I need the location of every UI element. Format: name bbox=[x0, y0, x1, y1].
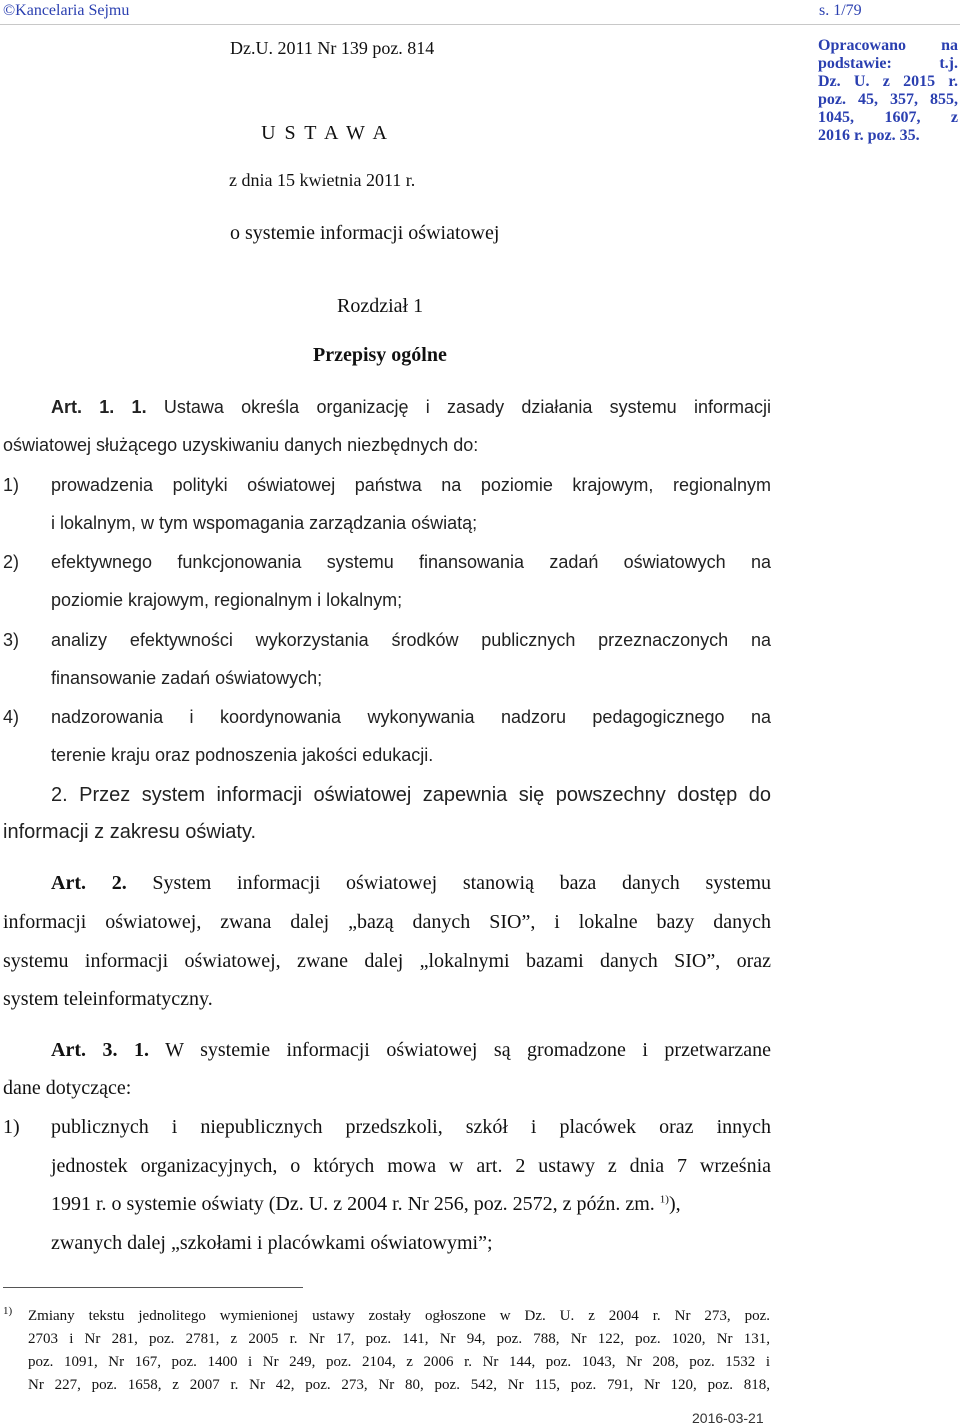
art3-item1-c: 1991 r. o systemie oświaty (Dz. U. z 2004 r. Nr 256, poz. 2572, z późn. zm. $^{1)}$), bbox=[51, 1193, 681, 1215]
art3-item1-num: 1) bbox=[3, 1116, 20, 1138]
document-type-title: U S T A W A bbox=[261, 122, 389, 144]
art1-par2-a: 2. Przez system informacji oświatowej zapewnia się powszechny dostęp do bbox=[51, 784, 771, 806]
art3-item1-a: publicznych i niepublicznych przedszkoli, szkół i placówek oraz innych bbox=[51, 1116, 771, 1138]
art1-par2-b: informacji z zakresu oświaty. bbox=[3, 821, 257, 843]
chapter-number: Rozdział 1 bbox=[337, 295, 424, 317]
art2-line3: systemu informacji oświatowej, zwane dalej „lokalnymi bazami danych SIO”, oraz bbox=[3, 950, 771, 972]
art1-item4-b: terenie kraju oraz podnoszenia jakości edukacji. bbox=[51, 745, 434, 765]
art1-item1-b: i lokalnym, w tym wspomagania zarządzania oświatą; bbox=[51, 513, 478, 533]
art3-item1-b: jednostek organizacyjnych, o których mowa w art. 2 ustawy z dnia 7 września bbox=[51, 1155, 771, 1177]
footnote-line-1: Zmiany tekstu jednolitego wymienionej ustawy zostały ogłoszone w Dz. U. z 2004 r. Nr 273, poz. bbox=[28, 1308, 770, 1324]
art3-lead: Art. 3. 1. bbox=[51, 1039, 149, 1061]
footnote-rule bbox=[3, 1287, 303, 1288]
art1-line2: oświatowej służącego uzyskiwaniu danych niezbędnych do: bbox=[3, 435, 479, 455]
header-left: ©Kancelaria Sejmu bbox=[3, 2, 130, 19]
document-date: z dnia 15 kwietnia 2011 r. bbox=[229, 170, 416, 190]
art1-item4-num: 4) bbox=[3, 707, 20, 727]
art1-item2-b: poziomie krajowym, regionalnym i lokalnym; bbox=[51, 590, 403, 610]
art3-text-1: W systemie informacji oświatowej są gromadzone i przetwarzane bbox=[165, 1039, 772, 1061]
page-number: s. 1/79 bbox=[819, 2, 862, 19]
art2-line2: informacji oświatowej, zwana dalej „bazą danych SIO”, i lokalne bazy danych bbox=[3, 911, 771, 933]
art1-item3-num: 3) bbox=[3, 630, 20, 650]
footnote-reference[interactable]: 1) bbox=[659, 1193, 669, 1206]
art1-item3-a: analizy efektywności wykorzystania środków publicznych przeznaczonych na bbox=[51, 630, 771, 650]
art1-item1-a: prowadzenia polityki oświatowej państwa na poziomie krajowym, regionalnym bbox=[51, 475, 771, 495]
art2-line4: system teleinformatyczny. bbox=[3, 988, 213, 1010]
art1-item2-a: efektywnego funkcjonowania systemu finansowania zadań oświatowych na bbox=[51, 552, 771, 572]
art3-line1 bbox=[51, 1039, 771, 1062]
footer-date: 2016-03-21 bbox=[692, 1410, 764, 1426]
footnote-mark: 1) bbox=[3, 1305, 13, 1317]
chapter-title: Przepisy ogólne bbox=[313, 344, 447, 366]
art1-lead: Art. 1. 1. bbox=[51, 397, 147, 417]
art2-text-1: System informacji oświatowej stanowią baza danych systemu bbox=[152, 872, 772, 894]
footnote-line-3: poz. 1091, Nr 167, poz. 1400 i Nr 249, poz. 2104, z 2006 r. Nr 144, poz. 1043, Nr 208, poz. 1532 i bbox=[28, 1354, 770, 1370]
footnote-line-2: 2703 i Nr 281, poz. 2781, z 2005 r. Nr 17, poz. 141, Nr 94, poz. 788, Nr 122, poz. 1020, Nr 131, bbox=[28, 1331, 770, 1347]
header-rule bbox=[0, 24, 960, 25]
art1-item1-num: 1) bbox=[3, 475, 20, 495]
art1-item3-b: finansowanie zadań oświatowych; bbox=[51, 668, 323, 688]
art1-line1 bbox=[51, 397, 771, 418]
art2-line1 bbox=[51, 872, 771, 895]
art1-item2-num: 2) bbox=[3, 552, 20, 572]
art2-lead: Art. 2. bbox=[51, 872, 127, 894]
footnote-line-4: Nr 227, poz. 1658, z 2007 r. Nr 42, poz. 273, Nr 80, poz. 542, Nr 115, poz. 791, Nr 120, poz. 818, bbox=[28, 1377, 770, 1393]
consolidated-text-note: Opracowano na podstawie: t.j. Dz. U. z 2015 r. poz. 45, 357, 855, 1045, 1607, z 2016 r. poz. 35. bbox=[818, 37, 958, 144]
art1-text-1: Ustawa określa organizację i zasady działania systemu informacji bbox=[163, 397, 771, 417]
journal-reference: Dz.U. 2011 Nr 139 poz. 814 bbox=[230, 38, 435, 58]
document-subject: o systemie informacji oświatowej bbox=[230, 222, 500, 244]
art3-line2: dane dotyczące: bbox=[3, 1077, 132, 1099]
art1-item4-a: nadzorowania i koordynowania wykonywania nadzoru pedagogicznego na bbox=[51, 707, 771, 727]
art3-item1-d: zwanych dalej „szkołami i placówkami oświatowymi”; bbox=[51, 1232, 493, 1254]
